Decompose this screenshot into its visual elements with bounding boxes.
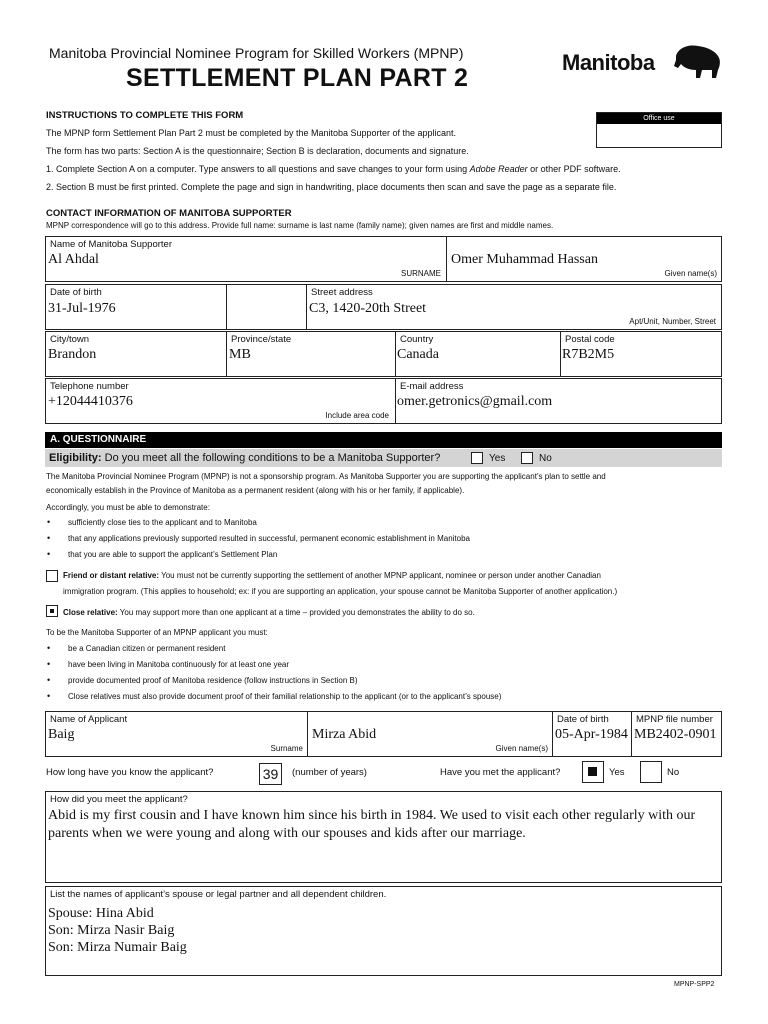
street-caption: Apt/Unit, Number, Street xyxy=(629,317,716,326)
supporter-name-label: Name of Manitoba Supporter xyxy=(50,239,172,250)
bullet-dot: • xyxy=(47,549,51,559)
blank-cell xyxy=(226,284,307,330)
applicant-file-value: MB2402-0901 xyxy=(634,727,717,742)
applicant-file-field[interactable] xyxy=(631,711,722,757)
family-member: Son: Mirza Nasir Baig xyxy=(48,923,175,938)
intro-paragraph-1b: economically establish in the Province of Manitoba as a permanent resident (along with his or her family, if applicable). xyxy=(46,486,465,495)
list-item: that you are able to support the applicant’s Settlement Plan xyxy=(68,550,278,559)
street-label: Street address xyxy=(311,287,373,298)
supporter-dob-field[interactable] xyxy=(45,284,227,330)
eligibility-question xyxy=(49,452,440,464)
instruction-line-3-c: or other PDF software. xyxy=(527,164,621,174)
applicant-dob-field[interactable] xyxy=(552,711,632,757)
met-yes-checkbox[interactable] xyxy=(582,761,604,783)
family-list-label: List the names of applicant’s spouse or legal partner and all dependent children. xyxy=(50,889,387,900)
eligibility-bar xyxy=(45,449,722,467)
country-label: Country xyxy=(400,334,434,345)
dob-label: Date of birth xyxy=(50,287,102,298)
supporter-city-field[interactable] xyxy=(45,331,227,377)
supporter-province-field[interactable] xyxy=(226,331,396,377)
program-name: Manitoba Provincial Nominee Program for Skilled Workers (MPNP) xyxy=(49,45,464,61)
supporter-email-value: omer.getronics@gmail.com xyxy=(397,394,553,409)
bison-icon xyxy=(672,42,724,80)
supporter-city-value: Brandon xyxy=(48,347,97,362)
office-use-box xyxy=(596,112,722,148)
supporter-given-names-field[interactable] xyxy=(446,236,722,282)
known-years-unit: (number of years) xyxy=(292,767,367,778)
phone-label: Telephone number xyxy=(50,381,129,392)
bullet-dot: • xyxy=(47,691,51,701)
supporter-country-value: Canada xyxy=(397,347,439,362)
applicant-surname-value: Baig xyxy=(48,727,75,742)
province-label: Province/state xyxy=(231,334,292,345)
office-use-label: Office use xyxy=(597,113,721,124)
friend-text: You must not be currently supporting the settlement of another MPNP applicant, nominee or person under another Canadian xyxy=(159,571,601,580)
surname-caption: SURNAME xyxy=(400,269,441,278)
logo-text: Manitoba xyxy=(562,50,655,75)
contact-note: MPNP correspondence will go to this address. Provide full name: surname is last name (family name); given names are first and middle names. xyxy=(46,221,554,230)
contact-heading: CONTACT INFORMATION OF MANITOBA SUPPORTER xyxy=(46,208,292,219)
supporter-email-field[interactable] xyxy=(395,378,722,424)
close-text: You may support more than one applicant at a time – provided you demonstrates the ability to do so. xyxy=(117,608,475,617)
supporter-province-value: MB xyxy=(229,347,251,362)
family-member: Spouse: Hina Abid xyxy=(48,906,154,921)
applicant-surname-caption: Surname xyxy=(270,744,303,753)
friend-bold: Friend or distant relative: xyxy=(63,571,160,580)
eligibility-bold: Eligibility: xyxy=(49,452,102,464)
instructions-heading: INSTRUCTIONS TO COMPLETE THIS FORM xyxy=(46,110,244,121)
applicant-given-field[interactable] xyxy=(307,711,553,757)
friend-relative-text-2: immigration program. (This applies to household; ex: if you are supporting an application, your spouse cannot be Manitoba Supporter of another application.) xyxy=(63,587,618,596)
supporter-phone-value: +12044410376 xyxy=(48,394,133,409)
supporter-surname-value: Al Ahdal xyxy=(48,252,99,267)
checkbox-checked-mark xyxy=(588,767,597,776)
met-no-label: No xyxy=(667,767,680,778)
list-item: be a Canadian citizen or permanent resident xyxy=(68,644,226,653)
supporter-country-field[interactable] xyxy=(395,331,561,377)
supporter-postal-value: R7B2M5 xyxy=(562,347,615,362)
close-bold: Close relative: xyxy=(63,608,118,617)
instruction-line-3-a: 1. Complete Section A on a computer. Type answers to all questions and save changes to your form using xyxy=(46,164,470,174)
checkbox-checked-mark xyxy=(50,609,54,613)
bullet-dot: • xyxy=(47,533,51,543)
supporter-postal-field[interactable] xyxy=(560,331,722,377)
supporter-dob-value: 31-Jul-1976 xyxy=(48,301,116,316)
close-relative-text xyxy=(63,608,475,617)
supporter-street-value: C3, 1420-20th Street xyxy=(309,301,427,316)
known-years-value: 39 xyxy=(262,766,279,782)
applicant-dob-value: 05-Apr-1984 xyxy=(555,727,628,742)
instruction-line-4: 2. Section B must be first printed. Complete the page and sign in handwriting, place documents then scan and save the page as a separate file. xyxy=(46,182,617,192)
applicant-given-caption: Given name(s) xyxy=(495,744,548,753)
list-item: that any applications previously supported resulted in successful, permanent economic establishment in Manitoba xyxy=(68,534,470,543)
eligibility-yes-label: Yes xyxy=(489,453,506,464)
list-item: provide documented proof of Manitoba residence (follow instructions in Section B) xyxy=(68,676,358,685)
intro-paragraph-1: The Manitoba Provincial Nominee Program (MPNP) is not a sponsorship program. As Manitoba Supporter you are supporting the applicant’s plan to settle and xyxy=(46,472,606,481)
eligibility-yes-checkbox[interactable] xyxy=(471,452,483,464)
instruction-line-2: The form has two parts: Section A is the questionnaire; Section B is declaration, documents and signature. xyxy=(46,146,469,156)
bullet-dot: • xyxy=(47,643,51,653)
supporter-surname-field[interactable] xyxy=(45,236,447,282)
applicant-given-value: Mirza Abid xyxy=(312,727,377,742)
postal-label: Postal code xyxy=(565,334,615,345)
city-label: City/town xyxy=(50,334,90,345)
list-item: Close relatives must also provide document proof of their familial relationship to the applicant (or to the applicant’s spouse) xyxy=(68,692,502,701)
applicant-name-label: Name of Applicant xyxy=(50,714,128,725)
met-yes-label: Yes xyxy=(609,767,625,778)
close-relative-checkbox[interactable] xyxy=(46,605,58,617)
applicant-dob-label: Date of birth xyxy=(557,714,609,725)
supporter-phone-field[interactable] xyxy=(45,378,396,424)
friend-relative-checkbox[interactable] xyxy=(46,570,58,582)
bullet-dot: • xyxy=(47,675,51,685)
email-label: E-mail address xyxy=(400,381,464,392)
known-years-input[interactable] xyxy=(259,763,282,785)
page-title: SETTLEMENT PLAN PART 2 xyxy=(126,64,469,92)
known-question: How long have you know the applicant? xyxy=(46,767,214,778)
supporter-given-names-value: Omer Muhammad Hassan xyxy=(451,252,598,267)
how-met-label: How did you meet the applicant? xyxy=(50,794,188,805)
how-met-textarea[interactable] xyxy=(45,791,722,883)
eligibility-text: Do you meet all the following conditions to be a Manitoba Supporter? xyxy=(101,452,441,464)
adobe-reader-text: Adobe Reader xyxy=(469,164,528,174)
bullet-dot: • xyxy=(47,517,51,527)
bullet-dot: • xyxy=(47,659,51,669)
intro-paragraph-2: Accordingly, you must be able to demonstrate: xyxy=(46,503,210,512)
questionnaire-heading: A. QUESTIONNAIRE xyxy=(50,434,147,445)
phone-caption: Include area code xyxy=(325,411,389,420)
met-question: Have you met the applicant? xyxy=(440,767,561,778)
given-names-caption: Given name(s) xyxy=(664,269,717,278)
instruction-line-1: The MPNP form Settlement Plan Part 2 must be completed by the Manitoba Supporter of the applicant. xyxy=(46,128,457,138)
instruction-line-3 xyxy=(46,164,621,174)
family-member: Son: Mirza Numair Baig xyxy=(48,940,187,955)
supporter-street-field[interactable] xyxy=(306,284,722,330)
met-no-checkbox[interactable] xyxy=(640,761,662,783)
friend-relative-text xyxy=(63,571,601,580)
form-code: MPNP-SPP2 xyxy=(674,981,715,988)
questionnaire-header xyxy=(45,432,722,448)
manitoba-logo xyxy=(562,42,722,82)
applicant-surname-field[interactable] xyxy=(45,711,308,757)
requirements-intro: To be the Manitoba Supporter of an MPNP applicant you must: xyxy=(46,628,268,637)
list-item: have been living in Manitoba continuously for at least one year xyxy=(68,660,290,669)
eligibility-no-label: No xyxy=(539,453,552,464)
family-list-textarea[interactable] xyxy=(45,886,722,976)
eligibility-no-checkbox[interactable] xyxy=(521,452,533,464)
file-number-label: MPNP file number xyxy=(636,714,713,725)
list-item: sufficiently close ties to the applicant and to Manitoba xyxy=(68,518,257,527)
how-met-value: Abid is my first cousin and I have known him since his birth in 1984. We used to visit each other regularly with our parents when we were young and along with our spouses and kids after our marriage. xyxy=(48,808,696,841)
